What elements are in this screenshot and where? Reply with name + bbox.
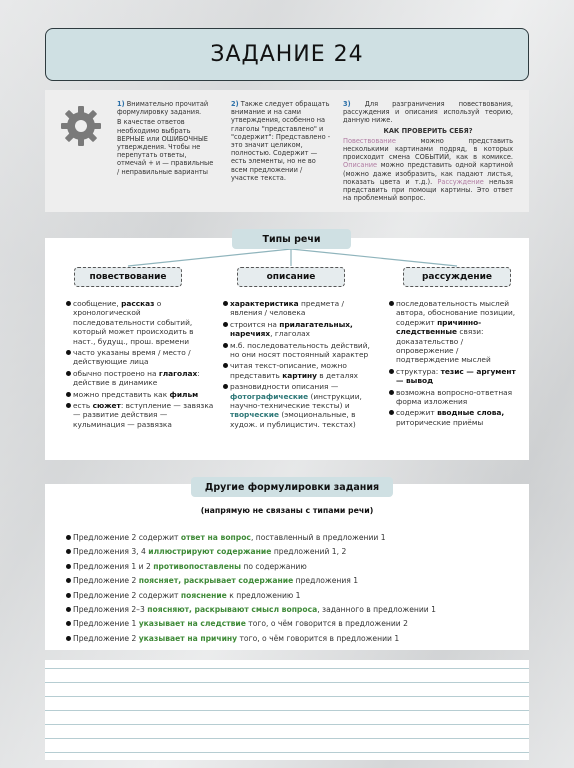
ruled-line [45,682,529,683]
gear-icon [59,104,103,148]
task-step-2: 2) Также следует обращать внимание и на сами утверждения, особенно на глаголы "представлено" и "содержит": Представлено - это значит целиком, полностью. Содержит — есть элементы, но не во всем предложении / участке текста. [231,100,331,182]
list-item: Предложение 2 содержит ответ на вопрос, поставленный в предложении 1 [66,533,526,547]
notes-ruled-area [45,660,529,760]
ruled-line [45,696,529,697]
list-item: Предложение 2 указывает на причину того, о чём говорится в предложении 1 [66,634,526,648]
type-narration-label: повествование [74,267,182,287]
list-item: разновидности описания — фотографические (инструкции, научно-технические тексты) и творческие (эмоциональные, в худож. и публицистич. текстах) [223,382,373,429]
list-item: м.б. последовательность действий, но они носят постоянный характер [223,341,373,360]
type-description-label: описание [237,267,345,287]
ruled-line [45,668,529,669]
description-features-list [223,299,373,431]
task-step-1: 1) Внимательно прочитай формулировку задания. В качестве ответов необходимо выбрать ВЕРНЫЕ или ОШИБОЧНЫЕ утверждения. Чтобы не перепутать ответы, отмечай + и — правильные / неправильные варианты [117,100,214,176]
type-reasoning-label: рассуждение [403,267,511,287]
other-formulations-subtitle: (напрямую не связаны с типами речи) [200,506,374,515]
list-item: Предложение 1 указывает на следствие того, о чём говорится в предложении 2 [66,619,526,633]
task-instructions-panel [45,90,529,212]
self-check-heading: КАК ПРОВЕРИТЬ СЕБЯ? [383,126,473,135]
list-item: читая текст-описание, можно представить картину в деталях [223,361,373,380]
narration-features-list [66,299,218,431]
list-item: есть сюжет: вступление — завязка — развитие действия — кульминация — развязка [66,401,218,429]
list-item: Предложение 2 поясняет, раскрывает содержание предложения 1 [66,576,526,590]
list-item: Предложения 1 и 2 противопоставлены по содержанию [66,562,526,576]
reasoning-features-list [389,299,521,429]
ruled-line [45,710,529,711]
list-item: Предложение 2 содержит пояснение к предложению 1 [66,591,526,605]
list-item: можно представить как фильм [66,390,218,399]
formulations-list [66,533,526,648]
list-item: содержит вводные слова, риторические приёмы [389,408,521,427]
list-item: Предложения 3, 4 иллюстрируют содержание предложений 1, 2 [66,547,526,561]
list-item: характеристика предмета / явления / человека [223,299,373,318]
other-formulations-header: Другие формулировки задания [191,477,393,497]
list-item: возможна вопросно-ответная форма изложения [389,388,521,407]
list-item: обычно построено на глаголах: действие в динамике [66,369,218,388]
list-item: структура: тезис — аргумент — вывод [389,367,521,386]
list-item: часто указаны время / место / действующие лица [66,348,218,367]
ruled-line [45,738,529,739]
ruled-line [45,724,529,725]
task-step-3: 3) Для разграничения повествования, рассуждения и описания используй теорию, данную ниже. КАК ПРОВЕРИТЬ СЕБЯ? Повествование можно представить несколькими картинами подряд, в которых происходит смена СОБЫТИЙ, как в комиксе. Описание можно представить одной картиной (можно даже изобразить, как падают листья, показать цвета и т.д.). Рассуждение нельзя представить при помощи картины. Это ответ на проблемный вопрос. [343,100,513,203]
speech-types-header: Типы речи [232,229,351,249]
list-item: сообщение, рассказ о хронологической последовательности событий, который может происходить в наст., будущ., прош. времени [66,299,218,346]
page-title: ЗАДАНИЕ 24 [45,28,529,81]
list-item: Предложения 2–3 поясняют, раскрывают смысл вопроса, заданного в предложении 1 [66,605,526,619]
list-item: последовательность мыслей автора, обоснование позиции, содержит причинно-следственные связи: доказательство / опровержение / подтверждение мыслей [389,299,521,365]
ruled-line [45,752,529,753]
list-item: строится на прилагательных, наречиях, глаголах [223,320,373,339]
